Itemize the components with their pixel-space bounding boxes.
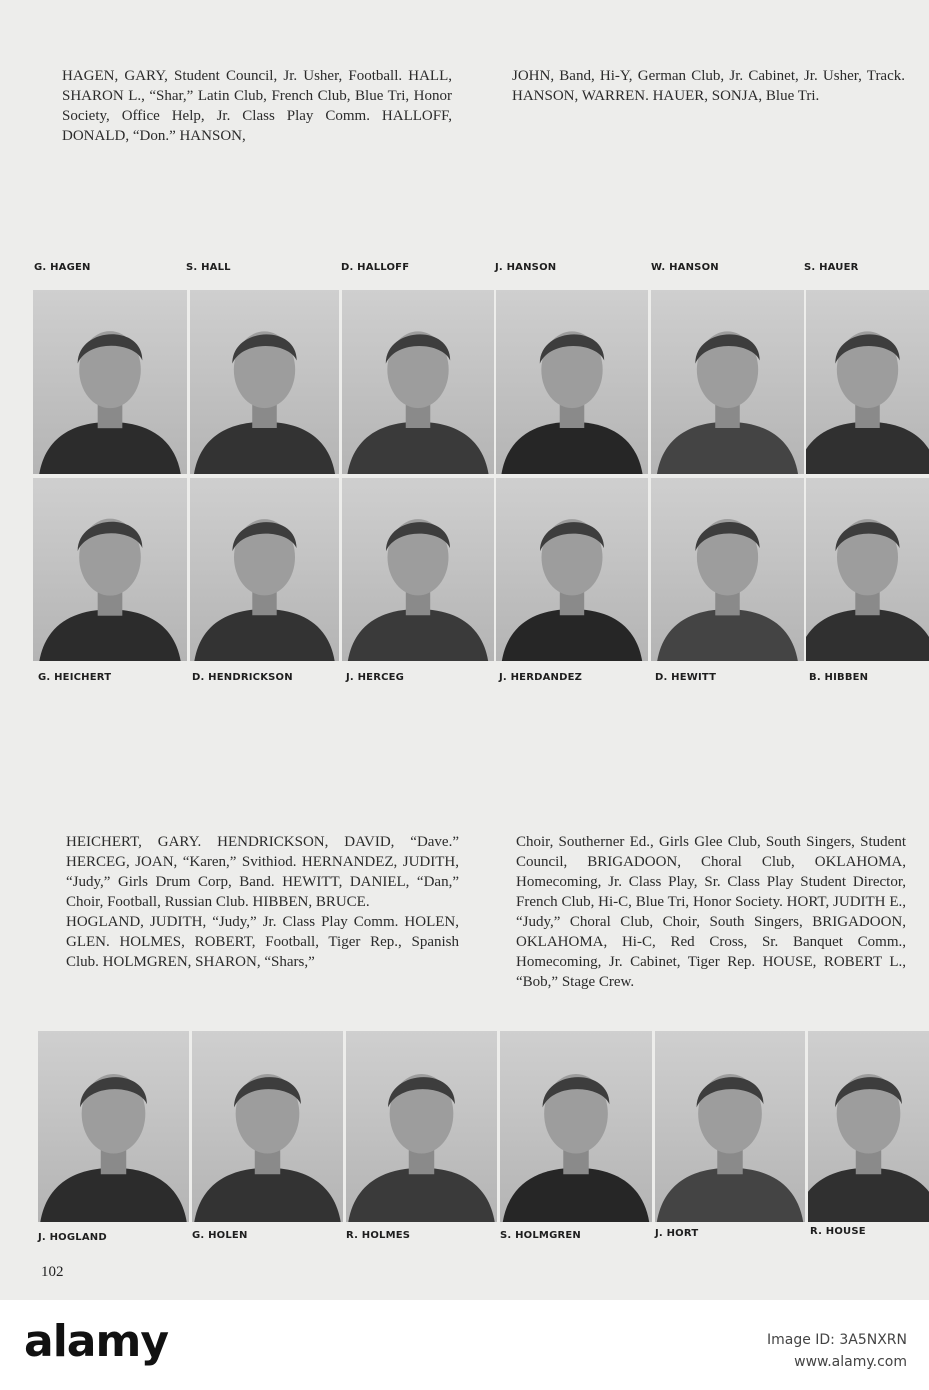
portrait-photo bbox=[33, 290, 187, 474]
image-id-label: Image ID: 3A5NXRN bbox=[766, 1332, 907, 1348]
watermark-footer bbox=[0, 1300, 929, 1390]
portrait-photo bbox=[342, 478, 494, 661]
portrait-photo bbox=[808, 1031, 929, 1222]
mid-left-paragraph bbox=[66, 832, 459, 972]
portrait-name-d-hendrickson: D. HENDRICKSON bbox=[192, 672, 293, 683]
portrait-name-j-hanson: J. HANSON bbox=[495, 262, 557, 273]
portrait-photo bbox=[346, 1031, 497, 1222]
alamy-logo: alamy bbox=[24, 1316, 168, 1367]
top-right-paragraph: JOHN, Band, Hi-Y, German Club, Jr. Cabinet, Jr. Usher, Track. HANSON, WARREN. HAUER, SONJA, Blue Tri. bbox=[512, 68, 905, 104]
portrait-name-g-heichert: G. HEICHERT bbox=[38, 672, 112, 683]
portrait-name-j-hogland: J. HOGLAND bbox=[38, 1232, 107, 1243]
portrait-photo bbox=[190, 478, 339, 661]
page-number: 102 bbox=[41, 1264, 64, 1280]
portrait-name-j-herceg: J. HERCEG bbox=[346, 672, 405, 683]
portrait-name-s-hall: S. HALL bbox=[186, 262, 231, 273]
portrait-name-d-hewitt: D. HEWITT bbox=[655, 672, 717, 683]
mid-left-paragraph-1: HEICHERT, GARY. HENDRICKSON, DAVID, “Dave.” HERCEG, JOAN, “Karen,” Svithiod. HERNANDEZ, JUDITH, “Judy,” Girls Drum Corp, Band. HEWITT, DANIEL, “Dan,” Choir, Football, Russian Club. HIBBEN, BRUCE. bbox=[66, 834, 459, 910]
portrait-photo bbox=[651, 478, 804, 661]
portrait-photo bbox=[33, 478, 187, 661]
site-url: www.alamy.com bbox=[794, 1354, 907, 1370]
portrait-name-g-holen: G. HOLEN bbox=[192, 1230, 248, 1241]
portrait-photo bbox=[500, 1031, 652, 1222]
portrait-photo bbox=[342, 290, 494, 474]
portrait-name-r-house: R. HOUSE bbox=[810, 1226, 866, 1237]
top-left-paragraph: HAGEN, GARY, Student Council, Jr. Usher, Football. HALL, SHARON L., “Shar,” Latin Club, French Club, Blue Tri, Honor Society, Office Help, Jr. Class Play Comm. HALLOFF, DONALD, “Don.” HANSON, bbox=[62, 68, 452, 144]
portrait-name-g-hagen: G. HAGEN bbox=[34, 262, 91, 273]
portrait-name-w-hanson: W. HANSON bbox=[651, 262, 719, 273]
portrait-name-s-hauer: S. HAUER bbox=[804, 262, 859, 273]
portrait-name-j-hort: J. HORT bbox=[655, 1228, 699, 1239]
portrait-name-r-holmes: R. HOLMES bbox=[346, 1230, 411, 1241]
mid-left-paragraph-2: HOGLAND, JUDITH, “Judy,” Jr. Class Play Comm. HOLEN, GLEN. HOLMES, ROBERT, Football, Tiger Rep., Spanish Club. HOLMGREN, SHARON, “Shars,” bbox=[66, 914, 459, 970]
portrait-photo bbox=[38, 1031, 189, 1222]
portrait-photo bbox=[806, 290, 929, 474]
portrait-photo bbox=[655, 1031, 805, 1222]
portrait-photo bbox=[806, 478, 929, 661]
portrait-photo bbox=[192, 1031, 343, 1222]
portrait-name-j-herdandez: J. HERDANDEZ bbox=[499, 672, 583, 683]
portrait-photo bbox=[496, 478, 648, 661]
portrait-name-s-holmgren: S. HOLMGREN bbox=[500, 1230, 581, 1241]
portrait-photo bbox=[190, 290, 339, 474]
portrait-name-d-halloff: D. HALLOFF bbox=[341, 262, 410, 273]
portrait-photo bbox=[651, 290, 804, 474]
mid-right-paragraph: Choir, Southerner Ed., Girls Glee Club, South Singers, Student Council, BRIGADOON, Choral Club, OKLAHOMA, Homecoming, Jr. Class Play, Sr. Class Play Student Director, French Club, Hi-C, Blue Tri, Honor Society. HORT, JUDITH E., “Judy,” Choral Club, Choir, South Singers, BRIGADOON, OKLAHOMA, Hi-C, Red Cross, Sr. Banquet Comm., Homecoming, Jr. Cabinet, Tiger Rep. HOUSE, ROBERT L., “Bob,” Stage Crew. bbox=[516, 834, 906, 990]
portrait-name-b-hibben: B. HIBBEN bbox=[809, 672, 869, 683]
portrait-photo bbox=[496, 290, 648, 474]
